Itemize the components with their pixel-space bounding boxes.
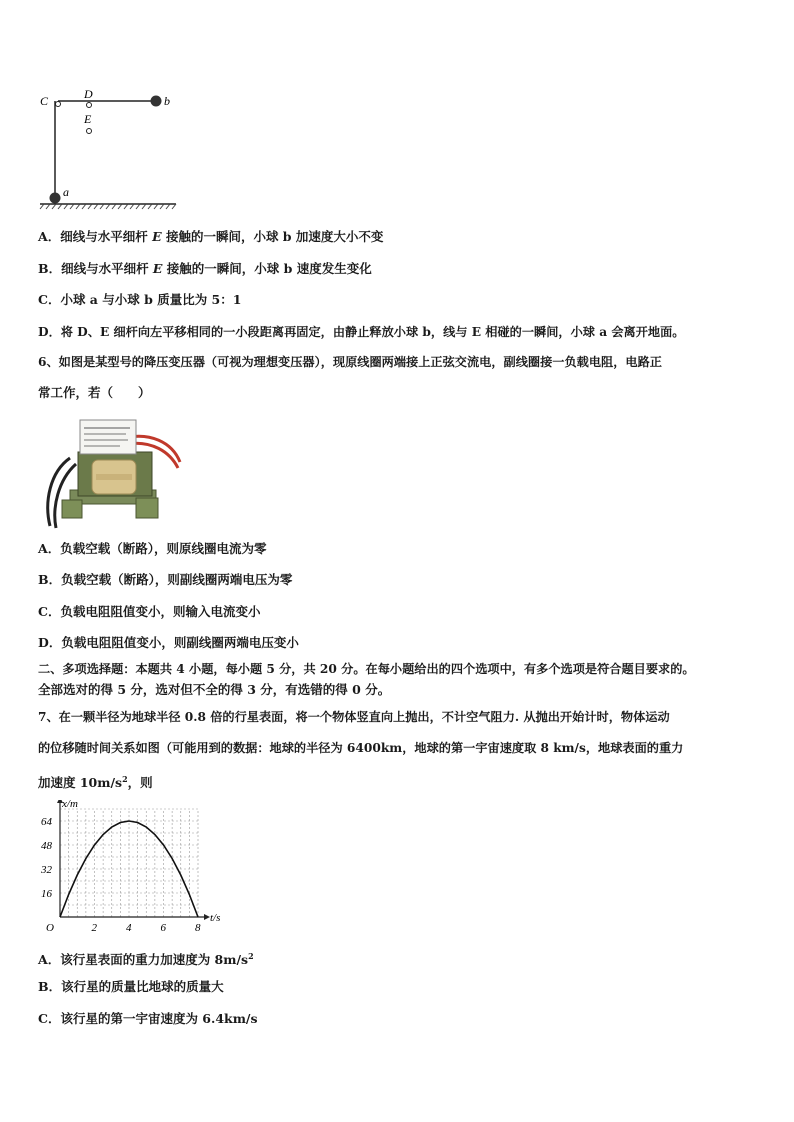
transformer-image: [40, 412, 188, 530]
label-d: D: [84, 87, 93, 101]
peg-e: [87, 129, 92, 134]
y-tick-label: 32: [41, 864, 52, 876]
y-axis-label: x/m: [62, 800, 78, 810]
x-tick-label: 6: [160, 922, 166, 934]
q7-option-a: A．该行星表面的重力加速度为 $8m/s^2$: [38, 951, 254, 968]
q6-option-c: C．负载电阻阻值变小，则输入电流变小: [38, 604, 261, 619]
q6-option-d: D．负载电阻阻值变小，则副线圈两端电压变小: [38, 635, 299, 650]
xt-chart: [36, 800, 236, 936]
y-tick-label: 16: [41, 888, 52, 900]
y-tick-label: 64: [41, 816, 52, 828]
q6-stem-line1: 6、如图是某型号的降压变压器（可视为理想变压器），现原线圈两端接上正弦交流电，副线圈接一负载电阻，电路正: [38, 355, 662, 369]
q6-option-b: B．负载空载（断路），则副线圈两端电压为零: [38, 572, 293, 587]
ball-a: [50, 193, 61, 204]
pendulum-figure: [36, 86, 186, 214]
x-axis-label: t/s: [210, 912, 221, 924]
section2-heading-line2: 全部选对的得 5 分，选对但不全的得 3 分，有选错的得 0 分。: [38, 682, 391, 697]
x-tick-label: 4: [126, 922, 132, 934]
origin-label: O: [46, 922, 54, 934]
x-tick-label: 8: [195, 922, 201, 934]
q5-option-c: C．小球 a 与小球 b 质量比为 5：1: [38, 292, 242, 307]
peg-c: [56, 102, 61, 107]
peg-d: [87, 103, 92, 108]
q7-option-b: B．该行星的质量比地球的质量大: [38, 979, 224, 994]
q7-stem-line3: 加速度 $10m/s^2$，则: [38, 774, 153, 791]
q5-option-a: A．细线与水平细杆 E 接触的一瞬间，小球 b 加速度大小不变: [38, 229, 384, 244]
label-e: E: [84, 112, 92, 126]
label-a: a: [63, 185, 69, 199]
y-tick-label: 48: [41, 840, 52, 852]
q7-option-c: C．该行星的第一宇宙速度为 6.4km/s: [38, 1011, 258, 1026]
q6-stem-line2: 常工作，若（ ）: [38, 385, 151, 400]
q5-option-d: D．将 D、E 细杆向左平移相同的一小段距离再固定，由静止释放小球 b，线与 E 相碰的一瞬间，小球 a 会离开地面。: [38, 325, 685, 339]
ball-b: [151, 96, 162, 107]
x-tick-label: 2: [91, 922, 97, 934]
label-b: b: [164, 94, 170, 108]
section2-heading-line1: 二、多项选择题：本题共 4 小题，每小题 5 分，共 20 分。在每小题给出的四个选项中，有多个选项是符合题目要求的。: [38, 662, 695, 676]
q6-option-a: A．负载空载（断路），则原线圈电流为零: [38, 541, 267, 556]
q5-option-b: B．细线与水平细杆 E 接触的一瞬间，小球 b 速度发生变化: [38, 261, 372, 276]
q7-stem-line2: 的位移随时间关系如图（可能用到的数据：地球的半径为 6400km，地球的第一宇宙速度取 8 km/s，地球表面的重力: [38, 741, 684, 755]
label-c: C: [40, 94, 49, 108]
q7-stem-line1: 7、在一颗半径为地球半径 0.8 倍的行星表面，将一个物体竖直向上抛出，不计空气阻力. 从抛出开始计时，物体运动: [38, 710, 670, 724]
